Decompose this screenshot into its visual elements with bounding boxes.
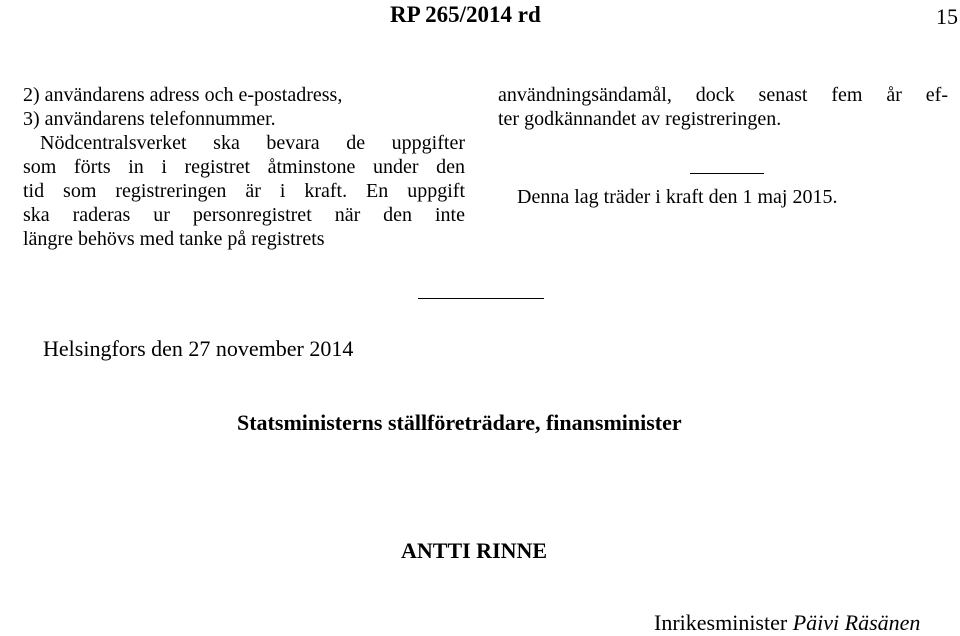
signatory-title: Statsministerns ställföreträdare, finansminister (237, 410, 682, 435)
section-divider (690, 173, 764, 174)
paragraph-line: Nödcentralsverket ska bevara de uppgifter (40, 132, 465, 154)
paragraph-line: ska raderas ur personregistret när den inte (23, 204, 465, 226)
paragraph-line: användningsändamål, dock senast fem år ef- (498, 84, 948, 106)
list-item: 2) användarens adress och e-postadress, (23, 84, 343, 106)
countersign-role: Inrikesminister (654, 610, 788, 635)
place-date: Helsingfors den 27 november 2014 (43, 336, 354, 361)
document-title: RP 265/2014 rd (390, 2, 541, 27)
text-end-divider (418, 298, 544, 299)
countersign-name: Päivi Räsänen (792, 610, 921, 635)
list-item: 3) användarens telefonnummer. (23, 108, 276, 130)
countersignature (654, 610, 920, 636)
left-column-text (23, 83, 465, 251)
signatory-name: ANTTI RINNE (401, 538, 548, 563)
page-number: 15 (936, 4, 958, 29)
right-column-text (498, 83, 948, 131)
paragraph-line: tid som registreringen är i kraft. En uppgift (23, 180, 465, 202)
paragraph-line: längre behövs med tanke på registrets (23, 228, 325, 250)
paragraph-line: ter godkännandet av registreringen. (498, 108, 782, 130)
paragraph-line: som förts in i registret åtminstone under den (23, 156, 465, 178)
entry-into-force-text: Denna lag träder i kraft den 1 maj 2015. (517, 186, 838, 208)
